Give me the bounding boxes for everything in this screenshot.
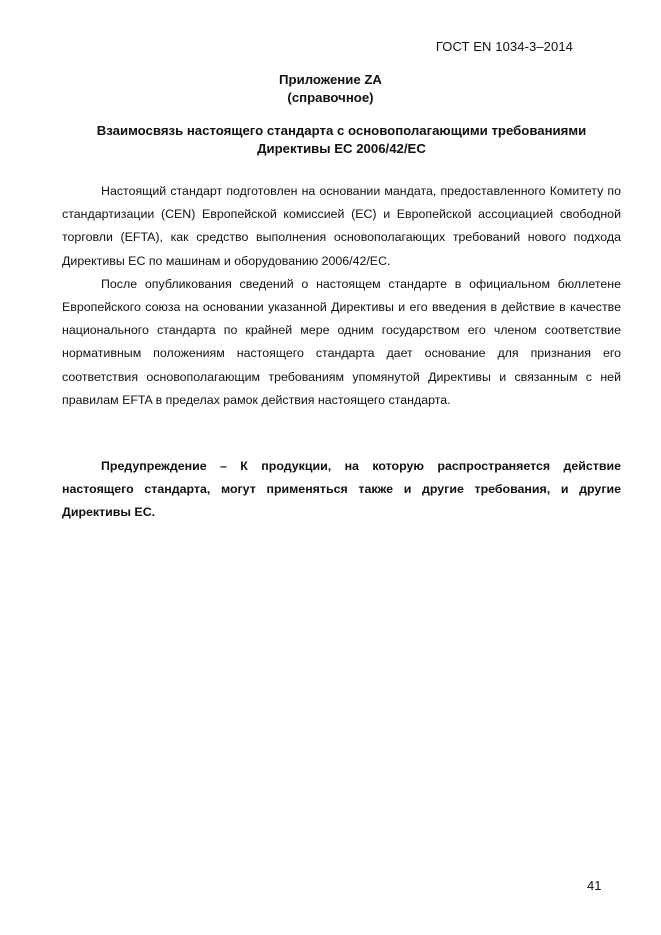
page-number: 41: [587, 878, 602, 893]
warning-text: Предупреждение – К продукции, на которую распространяется действие настоящего стандарта, могут применяться также и другие требования, и другие Директивы ЕС.: [62, 459, 621, 520]
annex-header: [0, 71, 661, 107]
paragraph-publication: После опубликования сведений о настоящем стандарте в официальном бюллетене Европейского союза на основании указанной Директивы и его введения в действие в качестве национального стандарта по крайней мере одним государством его членом соответствие нормативным положениям настоящего стандарта дает основание для признания его соответствия основополагающим требованиям упомянутой Директивы и связанным с ней правилам EFTA в пределах рамок действия настоящего стандарта.: [62, 276, 621, 407]
annex-title: Приложение ZA: [279, 72, 382, 87]
document-code: ГОСТ EN 1034-3–2014: [435, 39, 573, 54]
body-text: [62, 180, 621, 412]
section-heading: [60, 122, 623, 158]
warning-note: [62, 455, 621, 525]
section-heading-line-1: Взаимосвязь настоящего стандарта с основополагающими требованиями: [96, 123, 587, 138]
annex-subtitle: (справочное): [287, 90, 374, 105]
section-heading-line-2: Директивы ЕС 2006/42/ЕС: [257, 141, 426, 156]
paragraph-mandate: Настоящий стандарт подготовлен на основании мандата, предоставленного Комитету по стандартизации (CEN) Европейской комиссией (ЕС) и Европейской ассоциацией свободной торговли (EFTA), как средство выполнения основополагающих требований нового подхода Директивы ЕС по машинам и оборудованию 2006/42/ЕС.: [62, 184, 621, 268]
